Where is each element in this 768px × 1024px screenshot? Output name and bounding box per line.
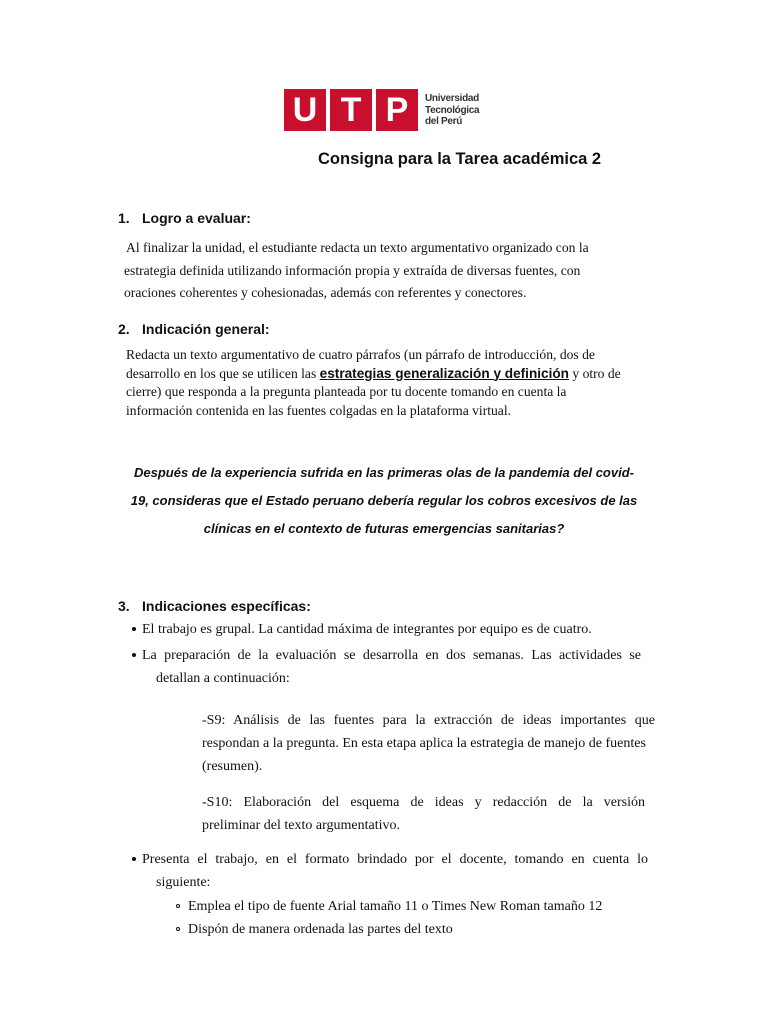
logo-letter-box-t [330, 89, 372, 131]
activity-line: respondan a la pregunta. En esta etapa aplica la estrategia de manejo de fuentes [202, 736, 646, 751]
sub-bullet-item [176, 895, 656, 918]
body-line: Redacta un texto argumentativo de cuatro párrafos (un párrafo de introducción, dos de [126, 347, 595, 362]
highlighted-strategies: estrategias generalización y definición [319, 365, 569, 381]
bullet-item [132, 618, 652, 641]
activity-s10 [202, 791, 645, 837]
section-2-heading [118, 321, 270, 337]
section-heading-text: Indicaciones específicas: [142, 598, 311, 614]
section-heading-text: Logro a evaluar: [142, 210, 251, 226]
section-1-heading [118, 210, 251, 226]
logo-letter-u: U [292, 91, 318, 129]
section-2-body [126, 346, 646, 420]
logo-university-name [425, 93, 487, 128]
body-line: Al finalizar la unidad, el estudiante redacta un texto argumentativo organizado con la [126, 240, 589, 255]
logo-letter-box-u [284, 89, 326, 131]
utp-logo [284, 89, 484, 131]
body-text: y otro de [568, 365, 621, 381]
body-line: estrategia definida utilizando información propia y extraída de diversas fuentes, con [124, 262, 581, 278]
sub-bullet-item [176, 918, 656, 941]
bullet-text: Presenta el trabajo, en el formato brindado por el docente, tomando en cuenta lo [142, 852, 648, 867]
bullet-item [132, 644, 641, 690]
sub-bullet-icon [176, 927, 180, 931]
logo-letter-box-p [376, 89, 418, 131]
bullet-icon [132, 653, 136, 657]
section-1-body [124, 237, 594, 305]
logo-letter-p: P [385, 91, 409, 129]
body-line: cierre) que responda a la pregunta planteada por tu docente tomando en cuenta la [126, 384, 567, 399]
logo-letter-t: T [340, 91, 362, 129]
section-heading-text: Indicación general: [142, 321, 270, 337]
logo-name-line: del Perú [425, 116, 463, 127]
activity-s9 [202, 709, 655, 778]
sub-bullet-icon [176, 904, 180, 908]
activity-line: -S9: Análisis de las fuentes para la extracción de ideas importantes que [202, 713, 655, 728]
body-line-with-highlight [126, 365, 646, 384]
section-number: 1. [118, 210, 130, 226]
sub-bullet-text: Dispón de manera ordenada las partes del texto [188, 922, 453, 937]
bullet-text: La preparación de la evaluación se desarrolla en dos semanas. Las actividades se [142, 648, 641, 663]
bullet-text: detallan a continuación: [156, 671, 290, 686]
question-line: 19, consideras que el Estado peruano debería regular los cobros excesivos de las [130, 493, 638, 508]
section-number: 2. [118, 321, 130, 337]
section-3-heading [118, 598, 311, 614]
document-title: Consigna para la Tarea académica 2 [318, 150, 602, 168]
activity-line: -S10: Elaboración del esquema de ideas y redacción de la versión [202, 795, 645, 810]
logo-name-line: Universidad [425, 93, 479, 104]
bullet-item [132, 848, 648, 894]
bullet-text: El trabajo es grupal. La cantidad máxima de integrantes por equipo es de cuatro. [142, 622, 592, 637]
logo-name-line: Tecnológica [425, 104, 480, 116]
activity-line: preliminar del texto argumentativo. [202, 818, 401, 833]
activity-line: (resumen). [202, 759, 263, 774]
body-line: oraciones coherentes y cohesionadas, además con referentes y conectores. [124, 285, 527, 300]
bullet-text: siguiente: [156, 875, 211, 890]
body-text: desarrollo en los que se utilicen las [126, 365, 320, 381]
bullet-icon [132, 627, 136, 631]
section-number: 3. [118, 598, 130, 614]
question-line: clínicas en el contexto de futuras emergencias sanitarias? [203, 521, 565, 536]
bullet-icon [132, 857, 136, 861]
question-line: Después de la experiencia sufrida en las primeras olas de la pandemia del covid- [134, 465, 634, 480]
body-line: información contenida en las fuentes colgadas en la plataforma virtual. [126, 402, 512, 418]
prompt-question [118, 459, 650, 543]
sub-bullet-text: Emplea el tipo de fuente Arial tamaño 11 o Times New Roman tamaño 12 [188, 899, 603, 914]
